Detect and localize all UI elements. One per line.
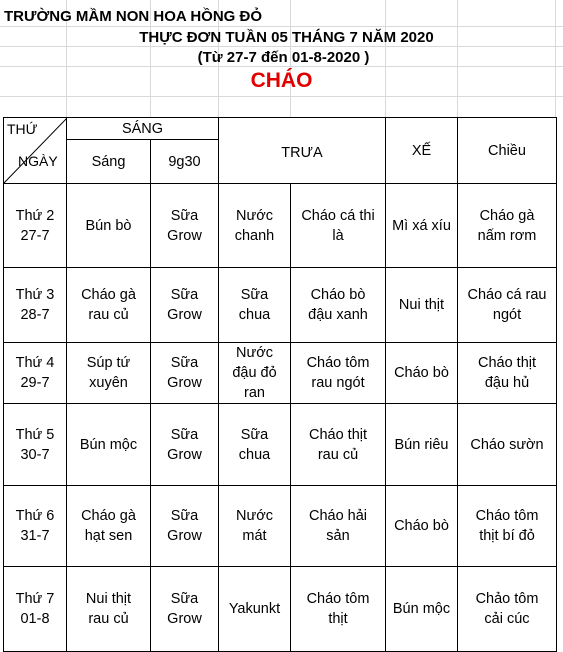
dish-line: Cháo thịt — [477, 355, 537, 371]
dish-line: thịt bí đỏ — [479, 528, 535, 544]
menu-row — [4, 343, 557, 404]
dish-line: Cháo cá thi — [301, 207, 375, 224]
dish-line: xuyên — [89, 375, 128, 391]
trua-cell — [291, 184, 386, 268]
dish-line: đậu hủ — [484, 375, 530, 391]
dish-line: rau ngót — [311, 375, 365, 391]
date-label: 30-7 — [20, 446, 50, 463]
dish-line: Sữa — [240, 287, 269, 303]
dish-line: Grow — [167, 375, 202, 391]
header-sang: Sáng — [67, 140, 151, 184]
weekday-label: Thứ 4 — [15, 355, 55, 371]
chieu-cell — [458, 404, 557, 486]
dish-line: Cháo sườn — [470, 436, 544, 453]
corner-top-label: THỨ — [7, 121, 38, 137]
school-name: TRƯỜNG MẦM NON HOA HỒNG ĐỎ — [4, 8, 263, 25]
dish-line: Cháo tôm — [475, 508, 539, 524]
sang-cell — [67, 486, 151, 567]
snack-9g30-cell — [219, 268, 291, 343]
weekday-label: Thứ 5 — [15, 426, 55, 443]
menu-subtitle: CHÁO — [250, 69, 313, 92]
header-trua: TRƯA — [219, 140, 386, 184]
xe-cell — [386, 184, 458, 268]
dish-line: Sữa — [240, 426, 269, 443]
dish-line: Sữa — [170, 508, 199, 524]
dish-line: Cháo thịt — [308, 426, 368, 443]
xe-cell — [386, 343, 458, 404]
dish-line: cải cúc — [484, 611, 530, 627]
dish-line: Mì xá xíu — [392, 217, 451, 234]
dish-line: Nước — [236, 345, 273, 361]
date-label: 27-7 — [20, 227, 50, 244]
milk-cell — [151, 567, 219, 652]
day-cell — [4, 567, 67, 652]
dish-line: Grow — [167, 611, 202, 627]
gridline — [0, 26, 563, 27]
dish-line: Cháo tôm — [306, 355, 370, 371]
milk-cell — [151, 486, 219, 567]
menu-title: THỰC ĐƠN TUẦN 05 THÁNG 7 NĂM 2020 — [139, 29, 434, 46]
menu-row — [4, 486, 557, 567]
dish-line: Bún mộc — [79, 436, 138, 453]
menu-row — [4, 567, 557, 652]
menu-row — [4, 268, 557, 343]
menu-row — [4, 404, 557, 486]
milk-cell — [151, 343, 219, 404]
xe-cell — [386, 486, 458, 567]
snack-9g30-cell — [219, 486, 291, 567]
snack-9g30-cell — [219, 567, 291, 652]
trua-cell — [291, 343, 386, 404]
chieu-cell — [458, 343, 557, 404]
dish-line: Bún mộc — [392, 601, 451, 617]
gridline — [0, 96, 563, 97]
header-spacer — [219, 118, 386, 140]
dish-line: Grow — [167, 227, 202, 244]
dish-line: rau củ — [88, 307, 129, 323]
trua-cell — [291, 486, 386, 567]
dish-line: Sữa — [170, 207, 199, 224]
snack-9g30-cell — [219, 343, 291, 404]
xe-cell — [386, 268, 458, 343]
weekday-label: Thứ 7 — [15, 591, 55, 607]
date-label: 28-7 — [20, 307, 50, 323]
xe-cell — [386, 567, 458, 652]
dish-line: Nước — [236, 207, 273, 224]
weekday-label: Thứ 2 — [15, 207, 55, 224]
chieu-cell — [458, 486, 557, 567]
dish-line: Bún bò — [85, 217, 132, 234]
milk-cell — [151, 404, 219, 486]
date-label: 29-7 — [20, 375, 50, 391]
day-cell — [4, 184, 67, 268]
dish-line: chanh — [234, 227, 275, 244]
header-9g30: 9g30 — [151, 140, 219, 184]
dish-line: nấm rơm — [477, 227, 537, 244]
chieu-cell — [458, 567, 557, 652]
dish-line: hạt sen — [84, 528, 133, 544]
dish-line: Cháo gà — [81, 508, 136, 524]
dish-line: sản — [326, 528, 350, 544]
group-header-sang: SÁNG — [67, 118, 219, 140]
header-chieu: Chiều — [458, 118, 557, 184]
dish-line: là — [332, 227, 344, 244]
snack-9g30-cell — [219, 184, 291, 268]
dish-line: Bún riêu — [394, 436, 449, 453]
dish-line: Cháo tôm — [306, 591, 370, 607]
chieu-cell — [458, 184, 557, 268]
dish-line: Cháo gà — [479, 207, 535, 224]
dish-line: rau củ — [88, 611, 129, 627]
milk-cell — [151, 184, 219, 268]
menu-row — [4, 184, 557, 268]
dish-line: Sữa — [170, 287, 199, 303]
dish-line: Cháo gà — [81, 287, 136, 303]
dish-line: Sữa — [170, 355, 199, 371]
day-cell — [4, 486, 67, 567]
day-cell — [4, 404, 67, 486]
dish-line: chua — [238, 446, 271, 463]
dish-line: đậu xanh — [308, 307, 368, 323]
dish-line: Nui thịt — [398, 297, 445, 313]
trua-cell — [291, 567, 386, 652]
chieu-cell — [458, 268, 557, 343]
dish-line: Cháo bò — [310, 287, 366, 303]
weekday-label: Thứ 6 — [15, 508, 55, 524]
dish-line: mát — [242, 528, 267, 544]
dish-line: Grow — [167, 528, 202, 544]
dish-line: Cháo bò — [394, 518, 449, 534]
milk-cell — [151, 268, 219, 343]
trua-cell — [291, 404, 386, 486]
corner-header — [4, 118, 67, 184]
date-range: (Từ 27-7 đến 01-8-2020 ) — [197, 49, 370, 66]
sang-cell — [67, 343, 151, 404]
dish-line: Sữa — [170, 591, 199, 607]
dish-line: Sữa — [170, 426, 199, 443]
dish-line: thịt — [328, 611, 348, 627]
weekday-label: Thứ 3 — [15, 287, 55, 303]
dish-line: Grow — [167, 307, 202, 323]
dish-line: Yakunkt — [228, 601, 281, 617]
gridline — [0, 46, 563, 47]
sang-cell — [67, 184, 151, 268]
dish-line: rau củ — [317, 446, 359, 463]
dish-line: Cháo cá rau — [467, 287, 547, 303]
dish-line: chua — [238, 307, 271, 323]
dish-line: Cháo hải — [308, 508, 368, 524]
corner-bottom-label: NGÀY — [18, 153, 58, 169]
dish-line: ngót — [492, 307, 522, 323]
sang-cell — [67, 567, 151, 652]
dish-line: Nước — [236, 508, 273, 524]
date-label: 31-7 — [20, 528, 50, 544]
dish-line: đậu đỏ — [232, 365, 277, 381]
xe-cell — [386, 404, 458, 486]
dish-line: Súp tứ — [86, 355, 131, 371]
trua-cell — [291, 268, 386, 343]
gridline — [0, 66, 563, 67]
sang-cell — [67, 404, 151, 486]
dish-line: Nui thịt — [85, 591, 132, 607]
dish-line: Cháo bò — [394, 365, 449, 381]
menu-table — [3, 117, 557, 652]
dish-line: Grow — [167, 446, 202, 463]
snack-9g30-cell — [219, 404, 291, 486]
day-cell — [4, 343, 67, 404]
header-xe: XẾ — [386, 118, 458, 184]
dish-line: ran — [244, 385, 265, 401]
dish-line: Chảo tôm — [475, 591, 539, 607]
sang-cell — [67, 268, 151, 343]
day-cell — [4, 268, 67, 343]
date-label: 01-8 — [20, 611, 50, 627]
